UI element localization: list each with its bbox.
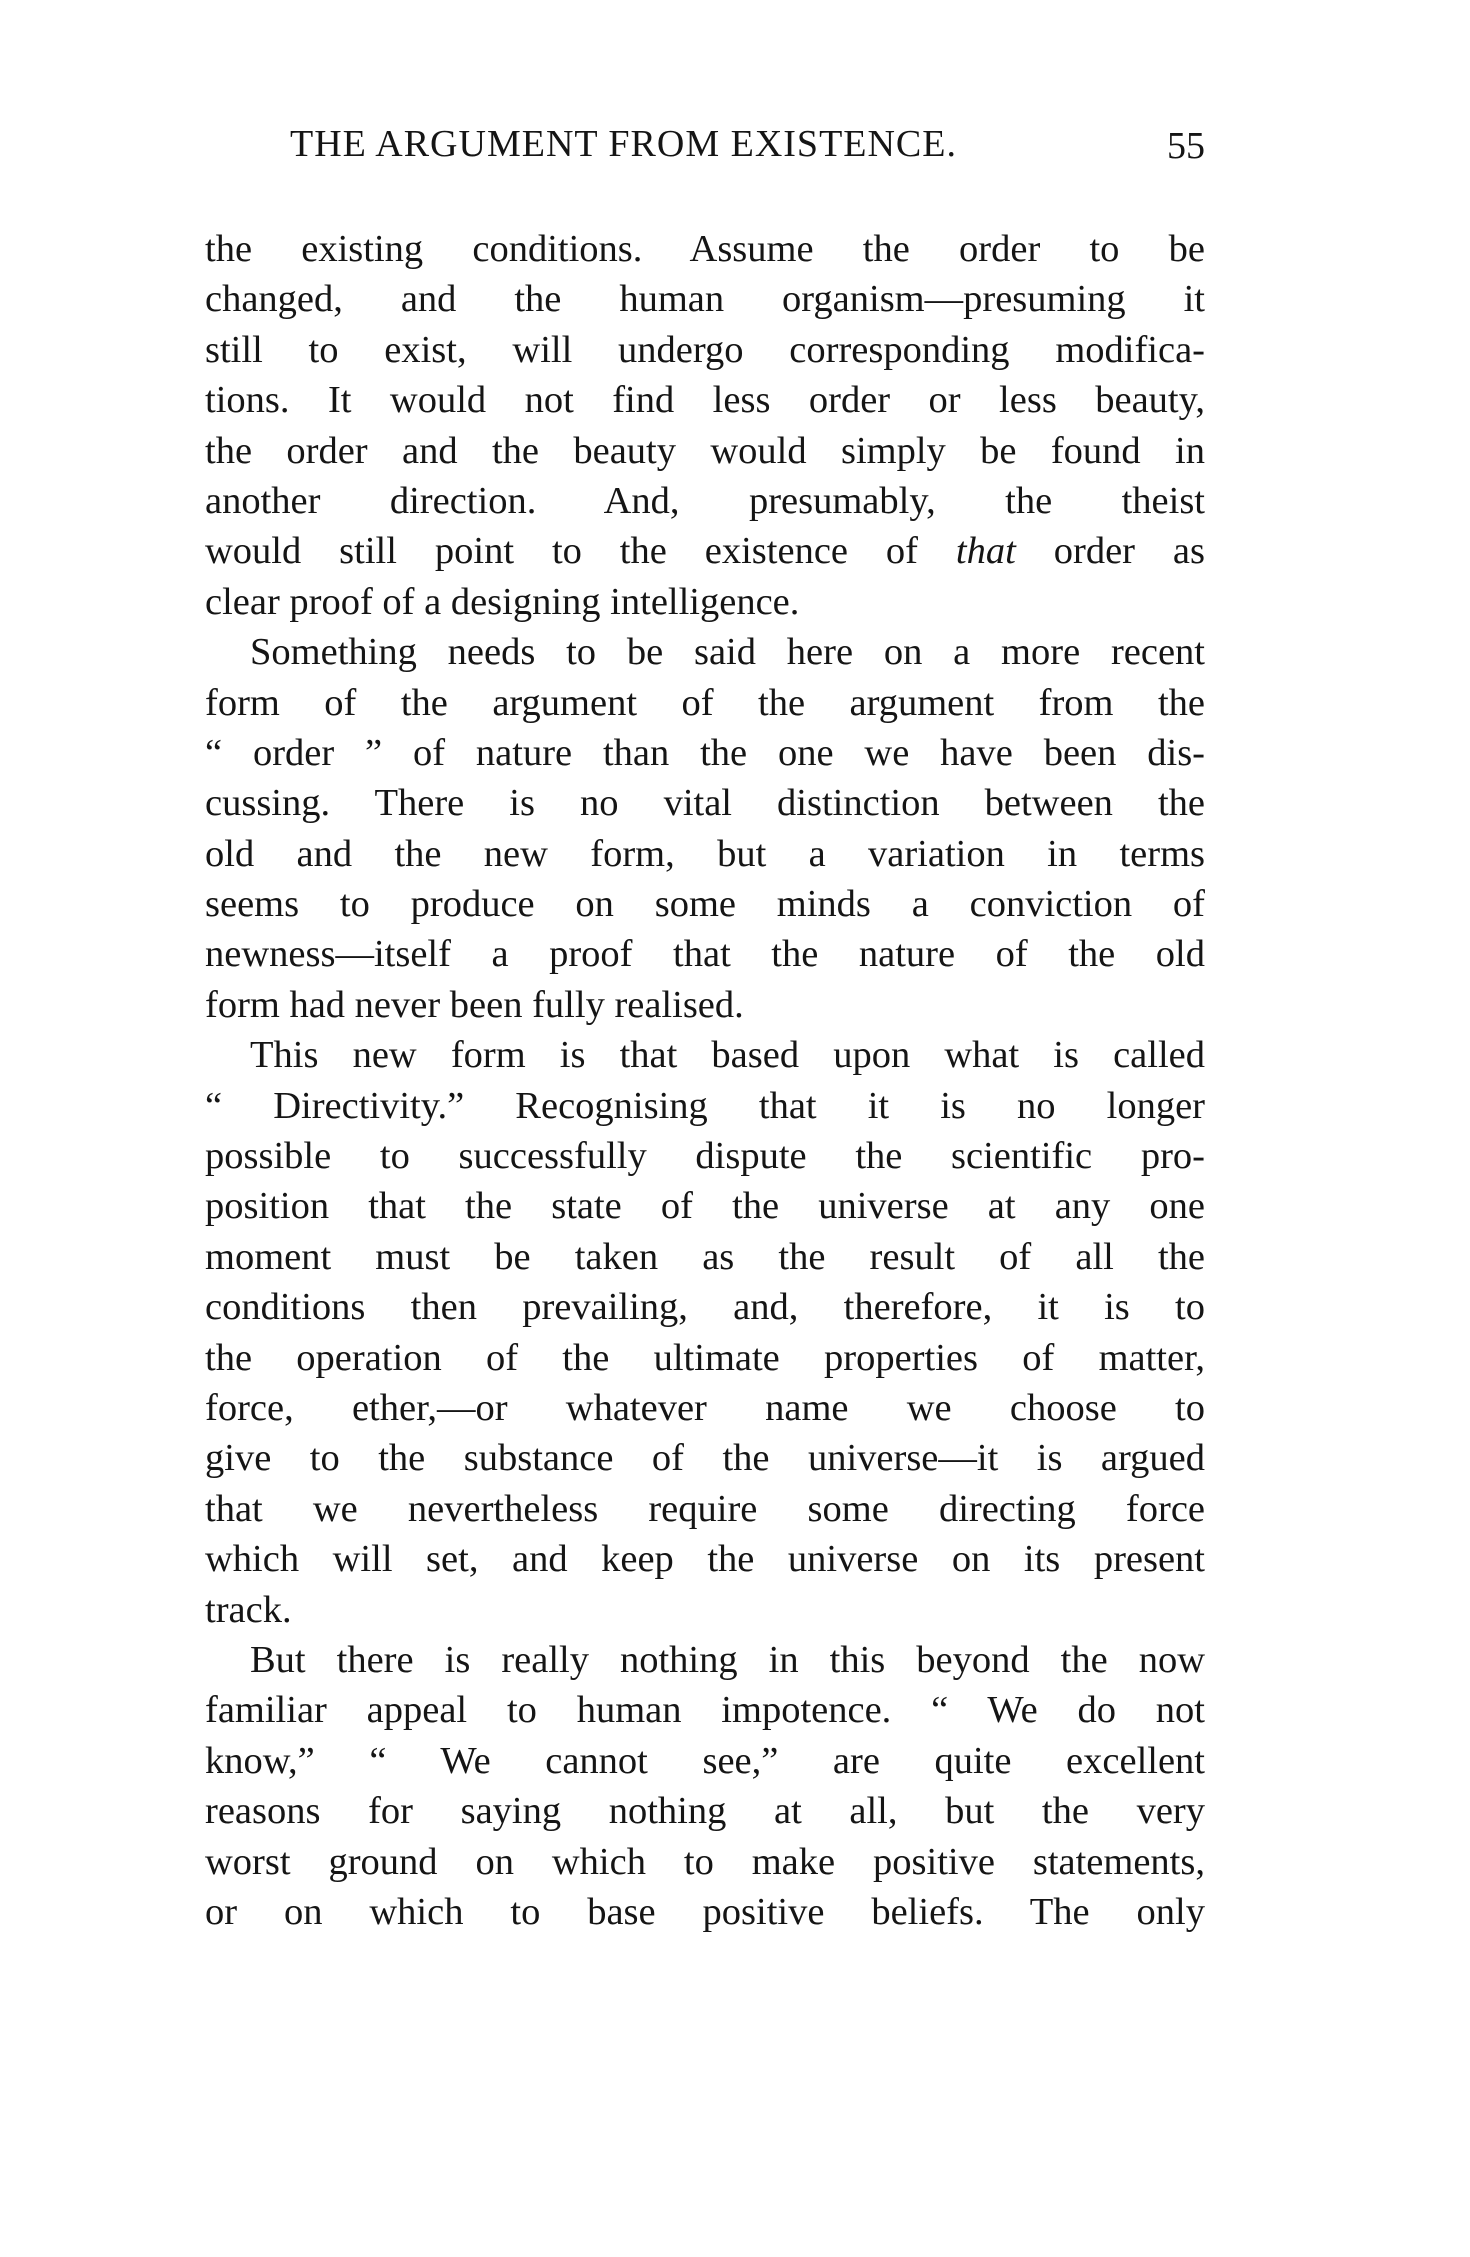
text-line: This new form is that based upon what is called [250,1034,1205,1077]
paragraph-1 [205,224,1205,627]
text-line: changed, and the human organism—presuming it [205,278,1205,321]
text-line: position that the state of the universe at any one [205,1185,1205,1228]
text-line: reasons for saying nothing at all, but the very [205,1790,1205,1833]
text-line: familiar appeal to human impotence. “ We do not [205,1689,1205,1732]
text-line: form of the argument of the argument from the [205,681,1205,724]
paragraph-4 [205,1635,1205,1937]
text-line: track. [205,1588,292,1631]
text-line-with-emphasis: would still point to the existence of that order as [205,530,1205,573]
text-line: old and the new form, but a variation in terms [205,832,1205,875]
text-line: Something needs to be said here on a more recent [250,631,1205,674]
text-line: tions. It would not find less order or less beauty, [205,379,1205,422]
text-line: worst ground on which to make positive statements, [205,1840,1205,1883]
text-line: “ Directivity.” Recognising that it is no longer [205,1084,1205,1127]
text-line: which will set, and keep the universe on its present [205,1538,1205,1581]
page-number: 55 [1167,125,1205,167]
emphasized-word: that [955,530,1016,573]
paragraph-2 [205,627,1205,1030]
running-title: THE ARGUMENT FROM EXISTENCE. [290,123,957,165]
text-line: that we nevertheless require some directing force [205,1487,1205,1530]
text-line: another direction. And, presumably, the theist [205,479,1205,522]
text-line: the existing conditions. Assume the order to be [205,228,1205,270]
body-text [205,224,1205,1937]
text-line: But there is really nothing in this beyond the now [250,1638,1205,1681]
text-line: still to exist, will undergo corresponding modifica- [205,328,1205,371]
text-line: “ order ” of nature than the one we have been dis- [205,731,1205,774]
paragraph-3 [205,1030,1205,1635]
text-line: cussing. There is no vital distinction between the [205,782,1205,825]
text-line: form had never been fully realised. [205,983,744,1026]
text-line: know,” “ We cannot see,” are quite excellent [205,1739,1205,1782]
text-line: newness—itself a proof that the nature of the old [205,933,1205,976]
running-head [205,122,1205,182]
text-line: the order and the beauty would simply be found in [205,429,1205,472]
text-line: or on which to base positive beliefs. The only [205,1890,1205,1933]
text-line: seems to produce on some minds a conviction of [205,883,1205,926]
text-line: moment must be taken as the result of all the [205,1235,1205,1278]
text-line: possible to successfully dispute the scientific pro- [205,1135,1205,1178]
text-line: conditions then prevailing, and, therefore, it is to [205,1286,1205,1329]
text-line: force, ether,—or whatever name we choose to [205,1386,1205,1429]
text-line: clear proof of a designing intelligence. [205,580,800,623]
text-line: the operation of the ultimate properties of matter, [205,1336,1205,1379]
text-line: give to the substance of the universe—it is argued [205,1437,1205,1480]
